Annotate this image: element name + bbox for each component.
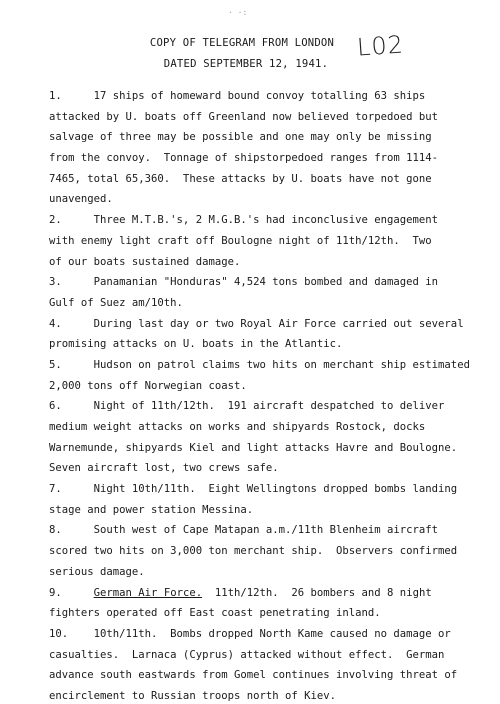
para1-line3: salvage of three may be possible and one may only be missing [49, 131, 432, 143]
para10-line3: advance south eastwards from Gomel continues involving threat of [49, 669, 458, 681]
para9-number: 9. [49, 587, 94, 599]
para6-line4: Seven aircraft lost, two crews safe. [49, 462, 279, 474]
para2-line3: of our boats sustained damage. [49, 256, 241, 268]
para2-line2: with enemy light craft off Boulogne night of 11th/12th. Two [49, 235, 432, 247]
para10-line1: 10. 10th/11th. Bombs dropped North Kame caused no damage or [49, 628, 451, 640]
para10-line2: casualties. Larnaca (Cyprus) attacked without effect. German [49, 649, 445, 661]
para7-line2: stage and power station Messina. [49, 504, 254, 516]
handwritten-reference: L02 [356, 30, 405, 62]
para1-line5: 7465, total 65,360. These attacks by U. boats have not gone [49, 173, 432, 185]
para1-line6: unavenged. [49, 193, 113, 205]
para1-line1: 1. 17 ships of homeward bound convoy totalling 63 ships [49, 90, 426, 102]
para9-line1 [49, 587, 432, 599]
para2-line1: 2. Three M.T.B.'s, 2 M.G.B.'s had inconclusive engagement [49, 214, 439, 226]
document-date: DATED SEPTEMBER 12, 1941. [163, 58, 329, 70]
para9-line2: fighters operated off East coast penetrating inland. [49, 607, 381, 619]
paper-mark: · ·: [228, 8, 248, 17]
para3-line1: 3. Panamanian "Honduras" 4,524 tons bombed and damaged in [49, 276, 439, 288]
para7-line1: 7. Night 10th/11th. Eight Wellingtons dropped bombs landing [49, 483, 458, 495]
document-title: COPY OF TELEGRAM FROM LONDON [149, 37, 335, 49]
para6-line1: 6. Night of 11th/12th. 191 aircraft despatched to deliver [49, 400, 445, 412]
para9-line1-rest: 11th/12th. 26 bombers and 8 night [202, 587, 432, 599]
para6-line3: Warnemunde, shipyards Kiel and light attacks Havre and Boulogne. [49, 442, 458, 454]
para1-line4: from the convoy. Tonnage of shipstorpedoed ranges from 1114- [49, 152, 439, 164]
para3-line2: Gulf of Suez am/10th. [49, 297, 183, 309]
para8-line1: 8. South west of Cape Matapan a.m./11th Blenheim aircraft [49, 524, 439, 536]
para5-line1: 5. Hudson on patrol claims two hits on merchant ship estimated [49, 359, 470, 371]
para4-line1: 4. During last day or two Royal Air Force carried out several [49, 318, 464, 330]
para8-line3: serious damage. [49, 566, 145, 578]
para8-line2: scored two hits on 3,000 ton merchant ship. Observers confirmed [49, 545, 458, 557]
para1-line2: attacked by U. boats off Greenland now believed torpedoed but [49, 111, 439, 123]
para5-line2: 2,000 tons off Norwegian coast. [49, 380, 247, 392]
para10-line4: encirclement to Russian troops north of Kiev. [49, 690, 337, 702]
para4-line2: promising attacks on U. boats in the Atlantic. [49, 338, 343, 350]
para9-underlined-heading: German Air Force. [93, 587, 203, 599]
para6-line2: medium weight attacks on works and shipyards Rostock, docks [49, 421, 426, 433]
